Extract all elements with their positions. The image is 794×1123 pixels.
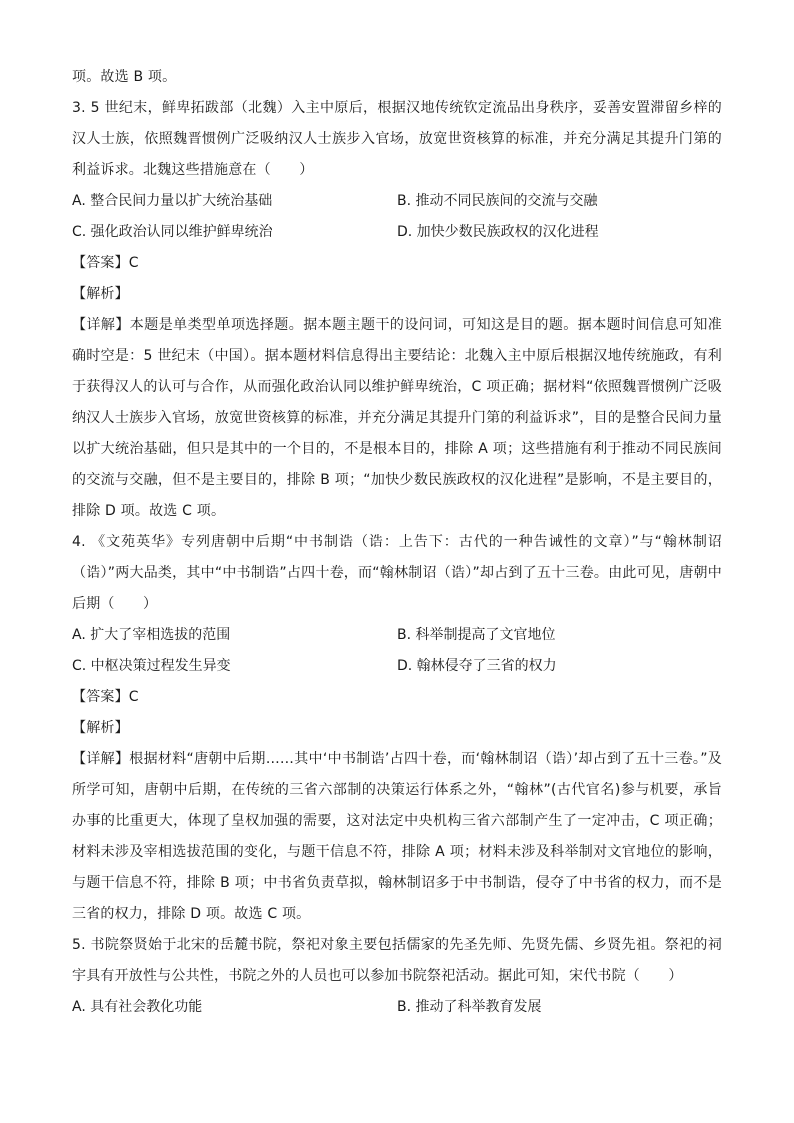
- answer-option: B. 推动不同民族间的交流与交融: [397, 193, 598, 209]
- answer-options: [72, 620, 722, 682]
- paragraph: 【解析】: [72, 720, 129, 736]
- answer-option: B. 科举制提高了文官地位: [397, 627, 556, 643]
- answer-option: B. 推动了科举教育发展: [397, 999, 542, 1015]
- paragraph: 【解析】: [72, 286, 129, 302]
- answer-option: A. 具有社会教化功能: [72, 999, 203, 1015]
- answer-option: D. 加快少数民族政权的汉化进程: [397, 224, 599, 240]
- answer-options: [72, 186, 722, 248]
- answer-option: D. 翰林侵夺了三省的权力: [397, 658, 557, 674]
- document-page: [72, 62, 722, 1023]
- paragraph: 4. 《文苑英华》专列唐朝中后期“中书制诰（诰：上告下：古代的一种告诫性的文章）”与“翰林制诏（诰）”两大品类，其中“中书制诰”占四十卷，而“翰林制诏（诰）”却占到了五十三卷。由此可见，唐朝中后期（ ）: [72, 534, 722, 612]
- paragraph: 3. 5 世纪末，鲜卑拓跋部（北魏）入主中原后，根据汉地传统钦定流品出身秩序，妥善安置滞留乡梓的汉人士族，依照魏晋惯例广泛吸纳汉人士族步入官场，放宽世资核算的标准，并充分满足其提升门第的利益诉求。北魏这些措施意在（ ）: [72, 100, 722, 178]
- answer-option: C. 强化政治认同以维护鲜卑统治: [72, 224, 273, 240]
- paragraph: 项。故选 B 项。: [72, 69, 177, 85]
- paragraph: 5. 书院祭贤始于北宋的岳麓书院，祭祀对象主要包括儒家的先圣先师、先贤先儒、乡贤先祖。祭祀的祠宇具有开放性与公共性，书院之外的人员也可以参加书院祭祀活动。据此可知，宋代书院（ ）: [72, 937, 722, 984]
- paragraph: 【答案】C: [72, 255, 139, 271]
- answer-options: [72, 992, 722, 1023]
- paragraph: 【详解】本题是单类型单项选择题。据本题主题干的设问词，可知这是目的题。据本题时间信息可知准确时空是：5 世纪末（中国）。据本题材料信息得出主要结论：北魏入主中原后根据汉地传统施政，有利于获得汉人的认可与合作，从而强化政治认同以维护鲜卑统治，C 项正确；据材料“依照魏晋惯例广泛吸纳汉人士族步入官场，放宽世资核算的标准，并充分满足其提升门第的利益诉求”，目的是整合民间力量以扩大统治基础，但只是其中的一个目的，不是根本目的，排除 A 项；这些措施有利于推动不同民族间的交流与交融，但不是主要目的，排除 B 项；“加快少数民族政权的汉化进程”是影响，不是主要目的，排除 D 项。故选 C 项。: [72, 317, 722, 519]
- answer-option: A. 整合民间力量以扩大统治基础: [72, 193, 273, 209]
- paragraph: 【答案】C: [72, 689, 139, 705]
- answer-option: C. 中枢决策过程发生异变: [72, 658, 231, 674]
- paragraph: 【详解】根据材料“唐朝中后期……其中‘中书制诰’占四十卷，而‘翰林制诏（诰）’却占到了五十三卷。”及所学可知，唐朝中后期，在传统的三省六部制的决策运行体系之外，“翰林”(古代官名)参与机要，承旨办事的比重更大，体现了皇权加强的需要，这对法定中央机构三省六部制产生了一定冲击，C 项正确；材料未涉及宰相选拔范围的变化，与题干信息不符，排除 A 项；材料未涉及科举制对文官地位的影响，与题干信息不符，排除 B 项；中书省负责草拟，翰林制诏多于中书制诰，侵夺了中书省的权力，而不是三省的权力，排除 D 项。故选 C 项。: [72, 751, 722, 922]
- answer-option: A. 扩大了宰相选拔的范围: [72, 627, 231, 643]
